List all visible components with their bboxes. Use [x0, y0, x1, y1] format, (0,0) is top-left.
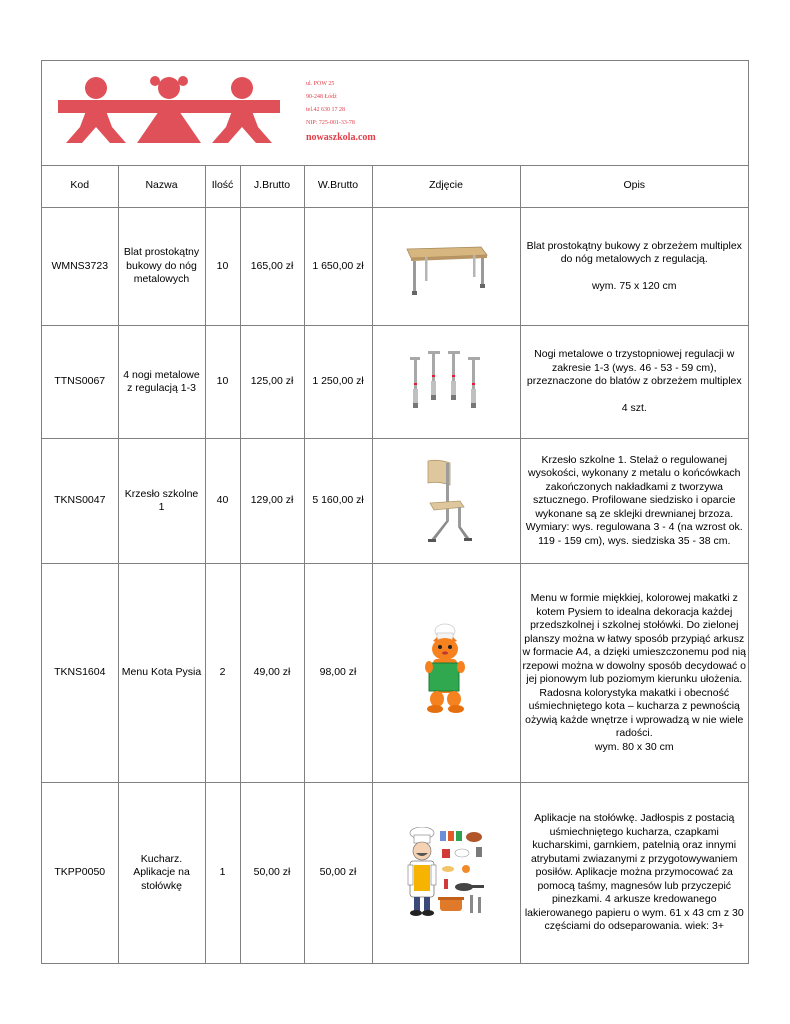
company-address-line2: 90-248 Łódź [306, 94, 337, 100]
offer-table [42, 165, 748, 963]
col-header-ilosc: Ilość [205, 165, 240, 208]
cell-photo [372, 208, 520, 326]
company-address-line1: ul. POW 25 [306, 81, 335, 87]
cell-nazwa: Krzesło szkolne 1 [118, 439, 205, 564]
col-header-kod: Kod [42, 165, 118, 208]
opis-line: Menu w formie miękkiej, kolorowej makatki z kotem Pysiem to idealna dekoracja każdej przedszkolnej i szkolnej stołówki. Do zielonej planszy można w łatwy sposób przypiąć arkusz w formacie A4, a dzięki umieszczonemu pod nią rzepowi można w dowolny sposób decydować o jej pionowym lub poziomym kierunku ułożenia. Radosna kolorystyka makatki i obecność uśmiechniętego kota – kucharza z pewnością ożywią każde wnętrze i wprowadzą w nie wiele radości. [522, 592, 747, 739]
cell-ilosc: 10 [205, 326, 240, 439]
cell-ilosc: 1 [205, 783, 240, 963]
cell-jbrutto: 50,00 zł [240, 783, 304, 963]
opis-line: Nogi metalowe o trzystopniowej regulacji w zakresie 1-3 (wys. 46 - 53 - 59 cm), przeznaczone do blatów z obrzeżem multiplex [526, 348, 742, 388]
table-row [42, 564, 748, 783]
cell-nazwa: Kucharz. Aplikacje na stołówkę [118, 783, 205, 963]
cell-kod: TKNS1604 [42, 564, 118, 783]
opis-line: wym. 75 x 120 cm [591, 280, 677, 292]
table-row [42, 783, 748, 963]
cell-photo [372, 326, 520, 439]
cell-wbrutto: 50,00 zł [304, 783, 372, 963]
cell-kod: TTNS0067 [42, 326, 118, 439]
chef-applications-icon [404, 827, 488, 919]
company-website-link[interactable]: nowaszkola.com [306, 132, 376, 143]
cat-menu-icon [421, 623, 471, 723]
cell-jbrutto: 49,00 zł [240, 564, 304, 783]
table-row [42, 439, 748, 564]
table-header-row [42, 165, 748, 208]
cell-jbrutto: 129,00 zł [240, 439, 304, 564]
cell-nazwa: Blat prostokątny bukowy do nóg metalowych [118, 208, 205, 326]
opis-line: wym. 80 x 30 cm [594, 740, 674, 753]
cell-kod: TKNS0047 [42, 439, 118, 564]
cell-wbrutto: 5 160,00 zł [304, 439, 372, 564]
opis-line: Krzesło szkolne 1. Stelaż o regulowanej wysokości, wykonany z metalu o końcówkach zakończonych nakładkami z tworzywa sztucznego. Profilowane siedzisko i oparcie wykonane są ze sklejki drewnianej brzoza. Wymiary: wys. regulowana 3 - 4 (na wzrost ok. 119 - 159 cm), wys. siedziska 35 - 38 cm. [525, 453, 743, 547]
table-legs-icon [406, 347, 486, 417]
cell-kod: TKPP0050 [42, 783, 118, 963]
desk-icon [401, 235, 491, 299]
col-header-zdjecie: Zdjęcie [372, 165, 520, 208]
col-header-nazwa: Nazwa [118, 165, 205, 208]
company-header [42, 61, 748, 166]
cell-ilosc: 10 [205, 208, 240, 326]
cell-ilosc: 2 [205, 564, 240, 783]
company-logo-icon [58, 73, 280, 145]
opis-line [522, 267, 748, 281]
document-sheet [41, 60, 749, 964]
cell-wbrutto: 98,00 zł [304, 564, 372, 783]
company-phone: tel.42 630 17 28 [306, 107, 345, 113]
table-row [42, 208, 748, 326]
cell-nazwa: Menu Kota Pysia [118, 564, 205, 783]
cell-opis [520, 564, 748, 783]
cell-photo [372, 783, 520, 963]
cell-jbrutto: 125,00 zł [240, 326, 304, 439]
company-info [306, 78, 376, 145]
cell-jbrutto: 165,00 zł [240, 208, 304, 326]
col-header-jbrutto: J.Brutto [240, 165, 304, 208]
opis-line [522, 389, 748, 403]
cell-photo [372, 439, 520, 564]
cell-photo [372, 564, 520, 783]
opis-line: Aplikacje na stołówkę. Jadłospis z postacią uśmiechniętego kucharza, czapkami kucharskimi, garnkiem, patelnią oraz innymi atrybutami zwiazanymi z przygotowywaniem posiłów. Aplikacje można przymocować za pomocą taśmy, magnesów lub przyczepić pinezkami. 4 arkusze kredowanego lakierowanego papieru o wym. 61 x 43 cm z 30 częściami do odseparowania. wiek: 3+ [524, 812, 744, 932]
cell-opis [520, 326, 748, 439]
cell-nazwa: 4 nogi metalowe z regulacją 1-3 [118, 326, 205, 439]
col-header-opis: Opis [520, 165, 748, 208]
table-row [42, 326, 748, 439]
cell-kod: WMNS3723 [42, 208, 118, 326]
opis-line: 4 szt. [621, 402, 647, 415]
company-nip: NIP: 725-001-33-78 [306, 120, 355, 126]
school-chair-icon [416, 457, 476, 545]
col-header-wbrutto: W.Brutto [304, 165, 372, 208]
cell-opis [520, 439, 748, 564]
cell-wbrutto: 1 250,00 zł [304, 326, 372, 439]
cell-opis [520, 208, 748, 326]
cell-wbrutto: 1 650,00 zł [304, 208, 372, 326]
cell-opis [520, 783, 748, 963]
opis-line: Blat prostokątny bukowy z obrzeżem multiplex do nóg metalowych z regulacją. [526, 239, 742, 265]
cell-ilosc: 40 [205, 439, 240, 564]
